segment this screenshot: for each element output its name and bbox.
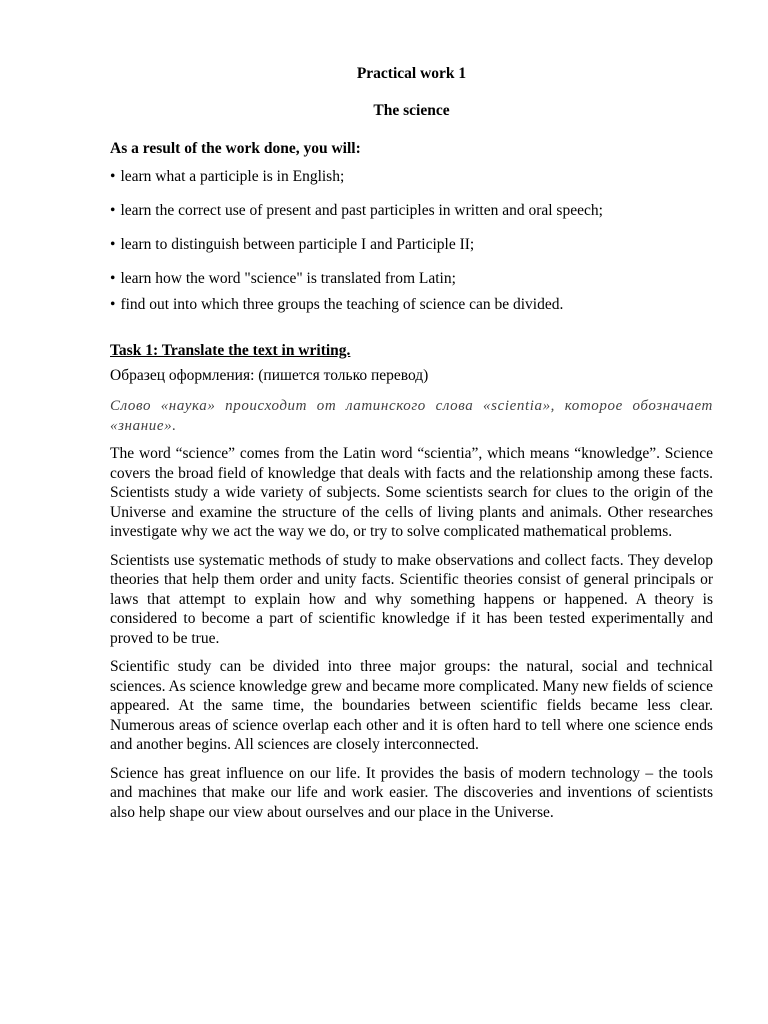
text-paragraph: Science has great influence on our life. It provides the basis of modern technology – the tools and machines that make our life and work easier. The discoveries and inventions of scientists also help shape our view about ourselves and our place in the Universe. xyxy=(110,764,713,821)
bullet-icon: • xyxy=(110,202,116,219)
outcomes-list xyxy=(110,167,713,315)
list-item xyxy=(110,295,713,315)
outcomes-lead: As a result of the work done, you will: xyxy=(110,140,361,157)
list-item-text: find out into which three groups the teaching of science can be divided. xyxy=(120,296,564,313)
bullet-icon: • xyxy=(110,270,116,287)
page-subtitle: The science xyxy=(373,102,450,119)
bullet-icon: • xyxy=(110,168,116,185)
text-paragraph: Scientific study can be divided into three major groups: the natural, social and technical sciences. As science knowledge grew and became more complicated. Many new fields of science appeared. At the same time, the boundaries between scientific fields became less clear. Numerous areas of science overlap each other and it is often hard to tell where one science ends and another begins. All sciences are closely interconnected. xyxy=(110,658,713,753)
list-item-text: learn how the word "science" is translated from Latin; xyxy=(120,270,456,287)
list-item xyxy=(110,269,713,289)
list-item-text: learn the correct use of present and past participles in written and oral speech; xyxy=(120,202,603,219)
list-item xyxy=(110,167,713,187)
list-item-text: learn to distinguish between participle I and Participle II; xyxy=(120,236,475,253)
bullet-icon: • xyxy=(110,296,116,313)
sample-translation: Слово «наука» происходит от латинского слова «scientia», которое обозначает «знание». xyxy=(110,398,713,434)
text-paragraph: Scientists use systematic methods of study to make observations and collect facts. They develop theories that help them order and unity facts. Scientific theories consist of general principals or laws that attempt to explain how and why something happens or happened. A theory is considered to become a part of scientific knowledge if it has been tested experimentally and proved to be true. xyxy=(110,551,713,647)
bullet-icon: • xyxy=(110,236,116,253)
sample-label: Образец оформления: (пишется только перевод) xyxy=(110,367,429,384)
list-item xyxy=(110,235,713,255)
list-item-text: learn what a participle is in English; xyxy=(120,168,345,185)
page-title: Practical work 1 xyxy=(356,65,467,82)
text-paragraph: The word “science” comes from the Latin word “scientia”, which means “knowledge”. Science covers the broad field of knowledge that deals with facts and the relationship among these facts. Scientists study a wide variety of subjects. Some scientists search for clues to the origin of the Universe and examine the structure of the cells of living plants and animals. Other researches investigate why we act the way we do, or try to solve complicated mathematical problems. xyxy=(110,445,713,540)
list-item xyxy=(110,201,713,221)
task-heading: Task 1: Translate the text in writing. xyxy=(110,342,351,359)
